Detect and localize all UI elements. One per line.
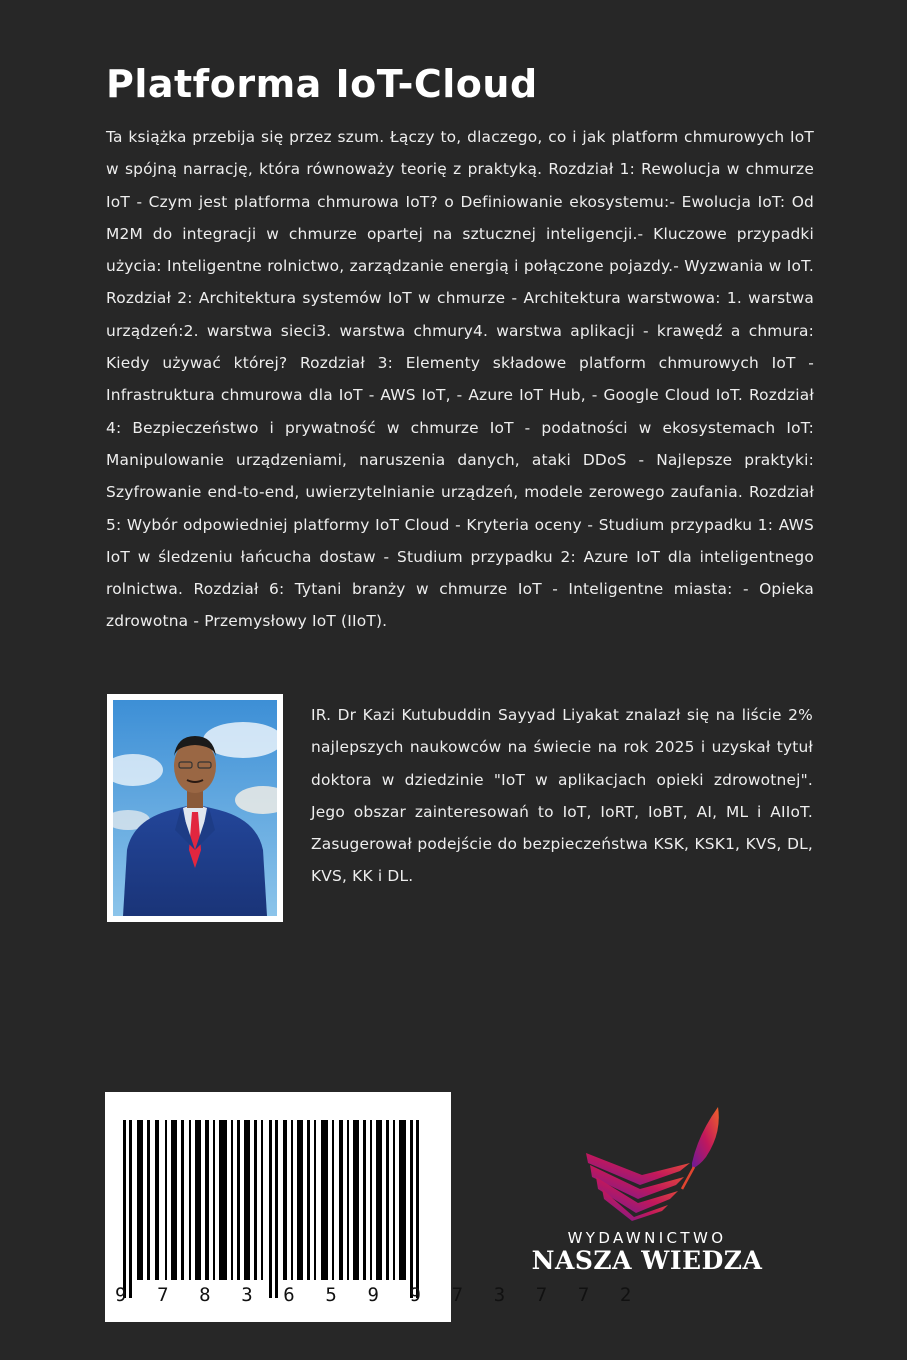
publisher-label: WYDAWNICTWO	[567, 1229, 727, 1247]
author-portrait-image	[113, 700, 277, 916]
book-title: Platforma IoT-Cloud	[106, 62, 538, 106]
isbn-barcode	[105, 1092, 641, 1322]
publisher-name: NASZA WIEDZA	[531, 1246, 763, 1275]
publisher-logo-icon	[580, 1105, 730, 1225]
isbn-number: 9 7 8 3 6 5 9 9 7 3 7 7 2	[115, 1284, 641, 1306]
book-description: Ta książka przebija się przez szum. Łączy to, dlaczego, co i jak platform chmurowych IoT w spójną narrację, która równoważy teorię z praktyką. Rozdział 1: Rewolucja w chmurze IoT - Czym jest platforma chmurowa IoT? o Definiowanie ekosystemu:- Ewolucja IoT: Od M2M do integracji w chmurze opartej na sztucznej inteligencji.- Kluczowe przypadki użycia: Inteligentne rolnictwo, zarządzanie energią i połączone pojazdy.- Wyzwania w IoT. Rozdział 2: Architektura systemów IoT w chmurze - Architektura warstwowa: 1. warstwa urządzeń:2. warstwa sieci3. warstwa chmury4. warstwa aplikacji - krawędź a chmura: Kiedy używać której? Rozdział 3: Elementy składowe platform chmurowych IoT - Infrastruktura chmurowa dla IoT - AWS IoT, - Azure IoT Hub, - Google Cloud IoT. Rozdział 4: Bezpieczeństwo i prywatność w chmurze IoT - podatności w ekosystemach IoT: Manipulowanie urządzeniami, naruszenia danych, ataki DDoS - Najlepsze praktyki: Szyfrowanie end-to-end, uwierzytelnianie urządzeń, modele zerowego zaufania. Rozdział 5: Wybór odpowiedniej platformy IoT Cloud - Kryteria oceny - Studium przypadku 1: AWS IoT w śledzeniu łańcucha dostaw - Studium przypadku 2: Azure IoT dla inteligentnego rolnictwa. Rozdział 6: Tytani branży w chmurze IoT - Inteligentne miasta: - Opieka zdrowotna - Przemysłowy IoT (IIoT).	[106, 128, 814, 631]
author-bio: IR. Dr Kazi Kutubuddin Sayyad Liyakat znalazł się na liście 2% najlepszych naukowców na świecie na rok 2025 i uzyskał tytuł doktora w dziedzinie "IoT w aplikacjach opieki zdrowotnej". Jego obszar zainteresowań to IoT, IoRT, IoBT, AI, ML i AIIoT. Zasugerował podejście do bezpieczeństwa KSK, KSK1, KVS, DL, KVS, KK i DL.	[311, 706, 813, 886]
author-photo	[107, 694, 283, 922]
